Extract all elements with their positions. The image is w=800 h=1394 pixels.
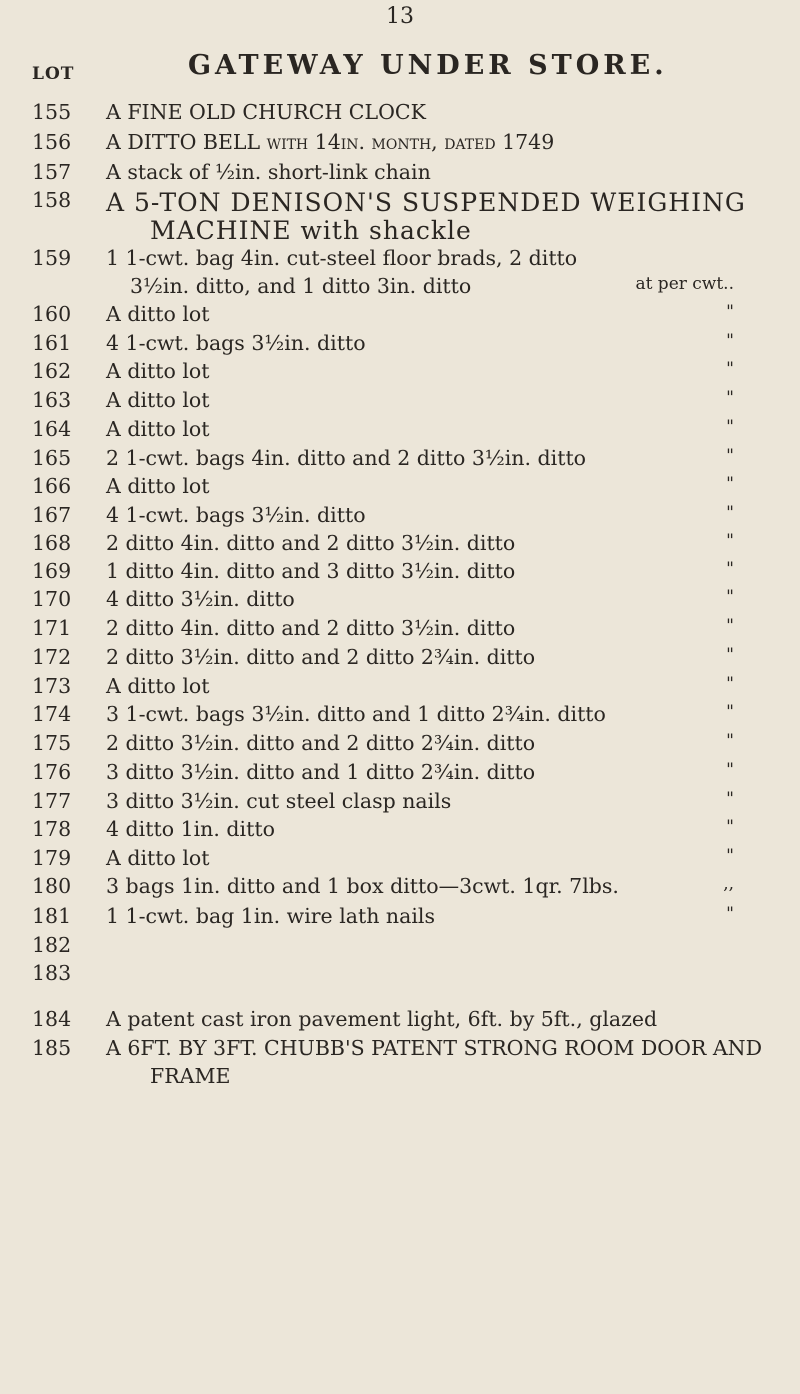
lot-row xyxy=(0,331,800,361)
lot-row xyxy=(0,246,800,276)
lot-number: 160 xyxy=(32,302,72,326)
lot-number: 166 xyxy=(32,474,72,498)
lot-row xyxy=(0,789,800,819)
lot-row xyxy=(0,388,800,418)
lot-number: 171 xyxy=(32,616,72,640)
lot-number: 158 xyxy=(32,188,72,212)
lot-number: 184 xyxy=(32,1007,72,1031)
lot-description: A ditto lot xyxy=(106,302,210,326)
lot-row xyxy=(0,302,800,332)
lot-number: 172 xyxy=(32,645,72,669)
lot-description: 4 1-cwt. bags 3½in. ditto xyxy=(106,503,366,527)
lot-row xyxy=(0,474,800,504)
lot-rate: at per cwt.. xyxy=(635,274,734,294)
lot-row xyxy=(0,274,800,304)
lot-description: 2 ditto 3½in. ditto and 2 ditto 2¾in. ditto xyxy=(106,731,536,755)
lot-number: 175 xyxy=(32,731,72,755)
lot-row xyxy=(0,1064,800,1094)
lot-row xyxy=(0,702,800,732)
lot-description: A patent cast iron pavement light, 6ft. by 5ft., glazed xyxy=(106,1007,658,1031)
lot-row xyxy=(0,160,800,190)
lot-number: 165 xyxy=(32,446,72,470)
lot-rate: " xyxy=(726,674,734,694)
lot-number: 159 xyxy=(32,246,72,270)
lot-rate: " xyxy=(726,616,734,636)
lot-description: 3 1-cwt. bags 3½in. ditto and 1 ditto 2¾in. ditto xyxy=(106,702,606,726)
lot-row xyxy=(0,846,800,876)
lot-description: 4 ditto 1in. ditto xyxy=(106,817,275,841)
lot-row xyxy=(0,446,800,476)
lot-number: 185 xyxy=(32,1036,72,1060)
lot-description: A stack of ½in. short-link chain xyxy=(106,160,431,184)
lot-description: 3 ditto 3½in. cut steel clasp nails xyxy=(106,789,452,813)
lot-row xyxy=(0,1036,800,1066)
lot-description: A DITTO BELL with 14in. month, dated 1749 xyxy=(106,130,555,154)
lot-description: 2 ditto 4in. ditto and 2 ditto 3½in. ditto xyxy=(106,531,516,555)
lot-description: A ditto lot xyxy=(106,674,210,698)
lot-rate: " xyxy=(726,474,734,494)
lot-rate: " xyxy=(726,503,734,523)
lot-row xyxy=(0,904,800,934)
lot-row xyxy=(0,874,800,904)
lot-row xyxy=(0,130,800,160)
lot-row xyxy=(0,559,800,589)
lot-number: 162 xyxy=(32,359,72,383)
lot-rate: " xyxy=(726,846,734,866)
lot-number: 168 xyxy=(32,531,72,555)
lot-description: 2 ditto 3½in. ditto and 2 ditto 2¾in. ditto xyxy=(106,645,536,669)
lot-rate: " xyxy=(726,731,734,751)
lot-number: 173 xyxy=(32,674,72,698)
lot-description: 3½in. ditto, and 1 ditto 3in. ditto xyxy=(130,274,472,298)
lot-row xyxy=(0,216,800,246)
lot-number: 169 xyxy=(32,559,72,583)
lot-description: A ditto lot xyxy=(106,359,210,383)
lot-number: 179 xyxy=(32,846,72,870)
lot-rate: " xyxy=(726,645,734,665)
lot-number: 167 xyxy=(32,503,72,527)
lot-rate: " xyxy=(726,388,734,408)
section-heading: GATEWAY UNDER STORE. xyxy=(188,50,668,81)
lot-number: 180 xyxy=(32,874,72,898)
lot-description: A FINE OLD CHURCH CLOCK xyxy=(106,100,426,124)
lot-description: A 5-TON DENISON'S SUSPENDED WEIGHING xyxy=(106,188,746,217)
lot-number: 178 xyxy=(32,817,72,841)
lot-row xyxy=(0,817,800,847)
lot-number: 183 xyxy=(32,961,72,985)
lot-row xyxy=(0,961,800,991)
lot-row xyxy=(0,731,800,761)
lot-description: 4 1-cwt. bags 3½in. ditto xyxy=(106,331,366,355)
lot-rate: " xyxy=(726,587,734,607)
lot-description: 1 ditto 4in. ditto and 3 ditto 3½in. ditto xyxy=(106,559,516,583)
lot-number: 164 xyxy=(32,417,72,441)
lot-rate: " xyxy=(726,446,734,466)
lot-number: 176 xyxy=(32,760,72,784)
lot-description: A ditto lot xyxy=(106,846,210,870)
lot-description: A ditto lot xyxy=(106,417,210,441)
lot-rate: " xyxy=(726,817,734,837)
lot-row xyxy=(0,503,800,533)
lot-description: 1 1-cwt. bag 1in. wire lath nails xyxy=(106,904,435,928)
page-number: 13 xyxy=(386,4,414,29)
lot-row xyxy=(0,587,800,617)
lot-description: FRAME xyxy=(150,1064,231,1088)
lot-description: 4 ditto 3½in. ditto xyxy=(106,587,295,611)
lot-rate: " xyxy=(726,904,734,924)
lot-number: 177 xyxy=(32,789,72,813)
lot-row xyxy=(0,100,800,130)
lot-description: A 6FT. BY 3FT. CHUBB'S PATENT STRONG ROOM DOOR AND xyxy=(106,1036,763,1060)
lot-number: 174 xyxy=(32,702,72,726)
lot-rate: " xyxy=(726,702,734,722)
lot-description: A ditto lot xyxy=(106,388,210,412)
lot-description: 3 ditto 3½in. ditto and 1 ditto 2¾in. ditto xyxy=(106,760,536,784)
lot-rate: " xyxy=(726,760,734,780)
lot-number: 163 xyxy=(32,388,72,412)
lot-description: A ditto lot xyxy=(106,474,210,498)
lot-number: 157 xyxy=(32,160,72,184)
lot-row xyxy=(0,760,800,790)
lot-number: 181 xyxy=(32,904,72,928)
lot-row xyxy=(0,1007,800,1037)
lot-row xyxy=(0,616,800,646)
lot-description: 2 1-cwt. bags 4in. ditto and 2 ditto 3½in. ditto xyxy=(106,446,587,470)
lot-rate: " xyxy=(726,302,734,322)
lot-description: 1 1-cwt. bag 4in. cut-steel floor brads, 2 ditto xyxy=(106,246,578,270)
lot-number: 155 xyxy=(32,100,72,124)
lot-description: 3 bags 1in. ditto and 1 box ditto—3cwt. 1qr. 7lbs. xyxy=(106,874,619,898)
lot-description: 2 ditto 4in. ditto and 2 ditto 3½in. ditto xyxy=(106,616,516,640)
lot-column-header: LOT xyxy=(32,64,75,84)
lot-rate: " xyxy=(726,789,734,809)
lot-number: 161 xyxy=(32,331,72,355)
lot-rate: ,, xyxy=(723,874,734,894)
lot-number: 156 xyxy=(32,130,72,154)
lot-row xyxy=(0,674,800,704)
lot-rate: " xyxy=(726,331,734,351)
lot-rate: " xyxy=(726,531,734,551)
lot-number: 170 xyxy=(32,587,72,611)
lot-rate: " xyxy=(726,559,734,579)
lot-row xyxy=(0,417,800,447)
lot-rate: " xyxy=(726,359,734,379)
lot-row xyxy=(0,933,800,963)
lot-row xyxy=(0,188,800,218)
lot-number: 182 xyxy=(32,933,72,957)
lot-row xyxy=(0,531,800,561)
lot-row xyxy=(0,645,800,675)
lot-description: MACHINE with shackle xyxy=(150,216,472,245)
lot-row xyxy=(0,359,800,389)
lot-rate: " xyxy=(726,417,734,437)
